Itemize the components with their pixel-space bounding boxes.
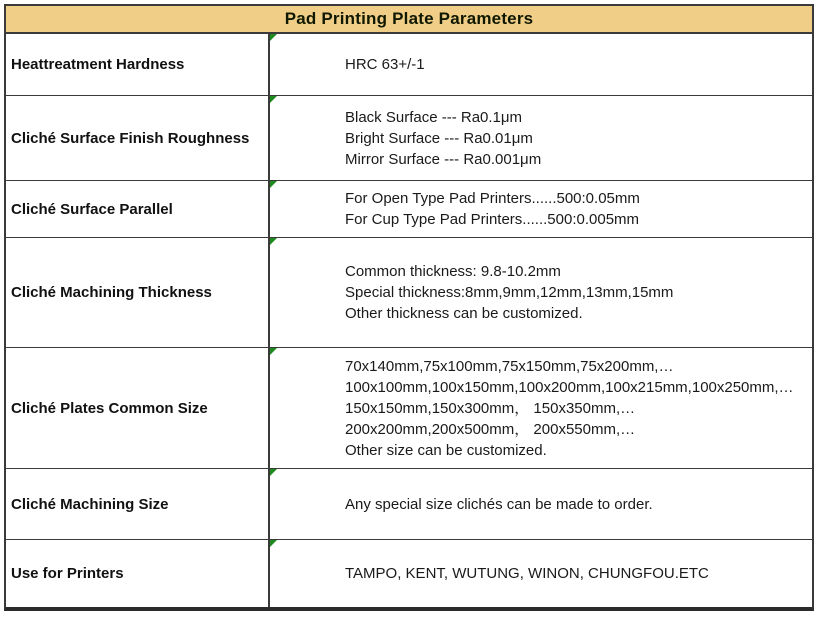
param-value-cell [270, 96, 812, 180]
param-label: Cliché Surface Parallel [6, 181, 270, 237]
table-row [6, 181, 812, 238]
param-value-cell [270, 238, 812, 347]
param-value-line: 200x200mm,200x500mm， 200x550mm,… [345, 420, 636, 438]
param-label: Heattreatment Hardness [6, 34, 270, 95]
param-value-line: Any special size clichés can be made to order. [345, 495, 653, 513]
param-value-line: Black Surface --- Ra0.1μm [345, 108, 523, 126]
param-value-cell [270, 181, 812, 237]
param-value-line: Special thickness:8mm,9mm,12mm,13mm,15mm [345, 284, 674, 301]
table-row [6, 96, 812, 181]
table-row [6, 348, 812, 469]
param-value-line: Other size can be customized. [345, 441, 547, 459]
note-marker-icon [270, 238, 277, 245]
param-value-line: 100x100mm,100x150mm,100x200mm,100x215mm,100x250mm,… [345, 378, 794, 396]
param-value-line: HRC 63+/-1 [345, 56, 425, 73]
table-row [6, 469, 812, 540]
param-label: Cliché Machining Thickness [6, 238, 270, 347]
param-value-line: Mirror Surface --- Ra0.001μm [345, 150, 542, 168]
param-value-line: For Cup Type Pad Printers......500:0.005mm [345, 211, 640, 228]
param-label: Use for Printers [6, 540, 270, 607]
param-label: Cliché Plates Common Size [6, 348, 270, 468]
param-value-line: Common thickness: 9.8-10.2mm [345, 263, 561, 280]
table-row [6, 34, 812, 96]
param-value-cell [270, 540, 812, 607]
spec-table [4, 4, 814, 611]
note-marker-icon [270, 181, 277, 188]
table-row [6, 540, 812, 607]
param-value-line: TAMPO, KENT, WUTUNG, WINON, CHUNGFOU.ETC [345, 565, 709, 582]
param-label: Cliché Machining Size [6, 469, 270, 539]
note-marker-icon [270, 34, 277, 41]
param-value-line: Other thickness can be customized. [345, 305, 583, 322]
param-value-cell [270, 469, 812, 539]
param-value-line: Bright Surface --- Ra0.01μm [345, 129, 533, 147]
param-value-line: 70x140mm,75x100mm,75x150mm,75x200mm,… [345, 357, 674, 375]
param-value-cell [270, 348, 812, 468]
param-value-line: 150x150mm,150x300mm， 150x350mm,… [345, 399, 636, 417]
param-label: Cliché Surface Finish Roughness [6, 96, 270, 180]
param-value-cell [270, 34, 812, 95]
note-marker-icon [270, 469, 277, 476]
table-title: Pad Printing Plate Parameters [6, 6, 812, 34]
note-marker-icon [270, 96, 277, 103]
table-row [6, 238, 812, 348]
param-value-line: For Open Type Pad Printers......500:0.05mm [345, 190, 640, 207]
note-marker-icon [270, 348, 277, 355]
note-marker-icon [270, 540, 277, 547]
